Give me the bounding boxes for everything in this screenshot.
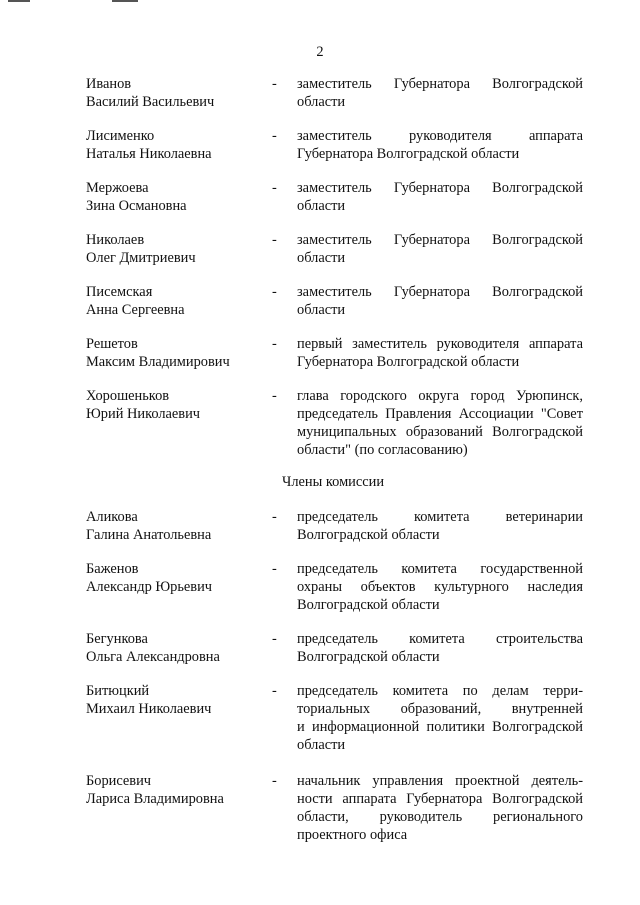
member-role-line: глава городского округа город Урюпинск, [297, 388, 583, 404]
member-role-line: и информационной политики Волгоградской [297, 719, 583, 735]
member-role [297, 387, 583, 459]
member-role-line: ториальных образований, внутренней [297, 701, 583, 717]
member-role-line: председатель комитета ветеринарии [297, 509, 583, 525]
member-role-line: заместитель Губернатора Волгоградской [297, 76, 583, 92]
member-role [297, 75, 583, 111]
member-name [86, 508, 266, 544]
member-surname: Иванов [86, 76, 132, 92]
member-dash: - [272, 180, 277, 196]
member-dash: - [272, 631, 277, 647]
member-given-names: Олег Дмитриевич [86, 250, 196, 266]
member-surname: Борисевич [86, 773, 152, 789]
member-surname: Аликова [86, 509, 138, 525]
member-role-line: заместитель руководителя аппарата [297, 128, 583, 144]
member-role-line: заместитель Губернатора Волгоградской [297, 284, 583, 300]
member-role-line: области" (по согласованию) [297, 442, 468, 458]
member-role [297, 231, 583, 267]
member-role-line: муниципальных образований Волгоградской [297, 424, 583, 440]
member-role-line: Губернатора Волгоградской области [297, 354, 520, 370]
member-dash: - [272, 128, 277, 144]
member-surname: Хорошеньков [86, 388, 170, 404]
member-role-line: первый заместитель руководителя аппарата [297, 336, 583, 352]
member-given-names: Анна Сергеевна [86, 302, 185, 318]
member-name [86, 335, 266, 371]
member-role-line: Волгоградской области [297, 527, 440, 543]
member-role-line: области [297, 94, 346, 110]
member-given-names: Ольга Александровна [86, 649, 220, 665]
member-name [86, 387, 266, 423]
member-dash: - [272, 683, 277, 699]
member-given-names: Михаил Николаевич [86, 701, 212, 717]
member-name [86, 630, 266, 666]
member-given-names: Юрий Николаевич [86, 406, 201, 422]
member-name [86, 283, 266, 319]
member-role [297, 335, 583, 371]
member-name [86, 127, 266, 163]
member-role-line: области, руководитель регионального [297, 809, 583, 825]
member-role-line: председатель комитета по делам терри- [297, 683, 583, 699]
member-surname: Бегункова [86, 631, 148, 647]
member-role [297, 127, 583, 163]
member-name [86, 560, 266, 596]
member-role-line: председатель комитета государственной [297, 561, 583, 577]
member-dash: - [272, 388, 277, 404]
member-role [297, 630, 583, 666]
member-role-line: проектного офиса [297, 827, 408, 843]
member-role [297, 508, 583, 544]
member-dash: - [272, 336, 277, 352]
member-dash: - [272, 76, 277, 92]
member-given-names: Галина Анатольевна [86, 527, 212, 543]
member-role-line: начальник управления проектной деятель- [297, 773, 583, 789]
member-name [86, 75, 266, 111]
member-role-line: области [297, 250, 346, 266]
member-dash: - [272, 232, 277, 248]
member-dash: - [272, 773, 277, 789]
member-given-names: Лариса Владимировна [86, 791, 224, 807]
member-dash: - [272, 284, 277, 300]
member-role-line: председатель комитета строительства [297, 631, 583, 647]
member-role-line: области [297, 198, 346, 214]
member-role [297, 682, 583, 754]
member-role [297, 560, 583, 614]
member-given-names: Наталья Николаевна [86, 146, 212, 162]
member-role-line: председатель Правления Ассоциации "Совет [297, 406, 583, 422]
member-surname: Баженов [86, 561, 139, 577]
member-role-line: Губернатора Волгоградской области [297, 146, 520, 162]
member-dash: - [272, 561, 277, 577]
member-surname: Мержоева [86, 180, 149, 196]
member-surname: Битюцкий [86, 683, 150, 699]
member-given-names: Зина Османовна [86, 198, 187, 214]
section-heading: Члены комиссии [282, 474, 385, 490]
member-name [86, 682, 266, 718]
member-role-line: Волгоградской области [297, 597, 440, 613]
member-given-names: Василий Васильевич [86, 94, 215, 110]
member-role-line: области [297, 737, 346, 753]
member-role [297, 772, 583, 844]
member-surname: Решетов [86, 336, 138, 352]
member-role-line: Волгоградской области [297, 649, 440, 665]
member-name [86, 179, 266, 215]
member-role [297, 179, 583, 215]
member-role-line: заместитель Губернатора Волгоградской [297, 180, 583, 196]
member-role-line: ности аппарата Губернатора Волгоградской [297, 791, 583, 807]
member-surname: Лисименко [86, 128, 155, 144]
scan-mark-left [8, 0, 30, 2]
member-role-line: охраны объектов культурного наследия [297, 579, 583, 595]
page-number: 2 [316, 44, 324, 60]
member-dash: - [272, 509, 277, 525]
member-surname: Николаев [86, 232, 145, 248]
member-surname: Писемская [86, 284, 153, 300]
member-role-line: области [297, 302, 346, 318]
member-role-line: заместитель Губернатора Волгоградской [297, 232, 583, 248]
scan-mark-right [112, 0, 138, 2]
member-name [86, 772, 266, 808]
member-name [86, 231, 266, 267]
member-given-names: Максим Владимирович [86, 354, 230, 370]
member-role [297, 283, 583, 319]
member-given-names: Александр Юрьевич [86, 579, 213, 595]
